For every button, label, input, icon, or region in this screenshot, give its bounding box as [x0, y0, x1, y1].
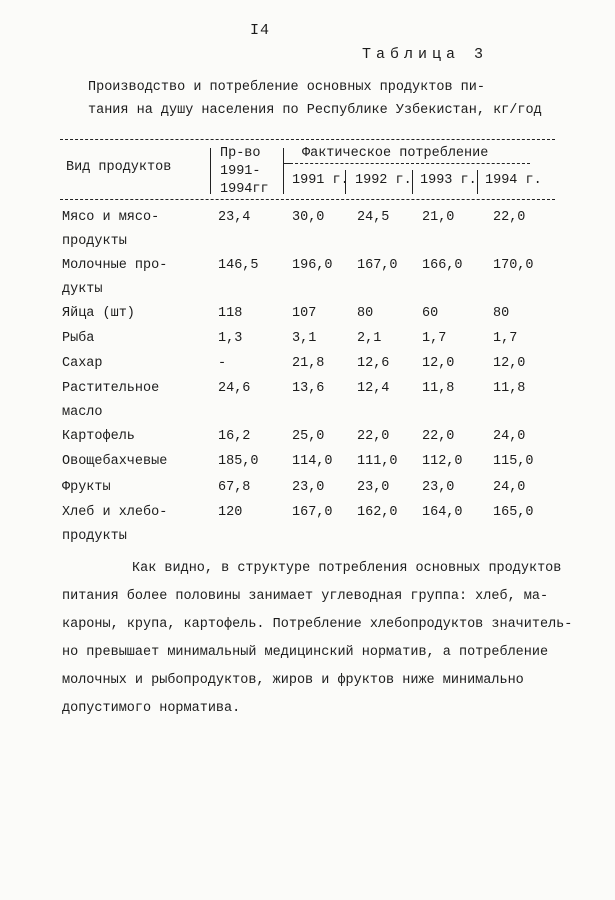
product-name: продукты: [62, 529, 127, 544]
table-cell: 107: [292, 306, 317, 321]
table-cell: 114,0: [292, 454, 333, 469]
paragraph-line-2: питания более половины занимает углеводная группа: хлеб, ма-: [62, 589, 549, 604]
table-cell: 23,4: [218, 210, 251, 225]
table-label: Таблица 3: [362, 46, 489, 63]
table-cell: 162,0: [357, 505, 398, 520]
table-cell: 23,0: [422, 480, 455, 495]
table-cell: 120: [218, 505, 243, 520]
table-cell: 12,6: [357, 356, 390, 371]
header-year-1991: 1991 г.: [292, 173, 349, 188]
header-year-1993: 1993 г.: [420, 173, 477, 188]
table-cell: 22,0: [422, 429, 455, 444]
table-cell: 170,0: [493, 258, 534, 273]
product-name: Овощебахчевые: [62, 454, 168, 469]
table-cell: 112,0: [422, 454, 463, 469]
header-actual-consumption: Фактическое потребление: [302, 146, 489, 161]
table-cell: 80: [493, 306, 510, 321]
paragraph-line-3: кароны, крупа, картофель. Потребление хлебопродуктов значитель-: [62, 617, 573, 632]
table-cell: 21,8: [292, 356, 325, 371]
table-cell: 1,7: [493, 331, 518, 346]
table-cell: 24,6: [218, 381, 251, 396]
table-cell: 11,8: [493, 381, 526, 396]
table-cell: 25,0: [292, 429, 325, 444]
table-cell: -: [218, 356, 227, 371]
table-cell: 1,3: [218, 331, 243, 346]
table-title-line-1: Производство и потребление основных продуктов пи-: [88, 80, 485, 95]
paragraph-line-1: Как видно, в структуре потребления основных продуктов: [132, 561, 562, 576]
table-cell: 11,8: [422, 381, 455, 396]
page-number: I4: [250, 22, 271, 39]
table-cell: 24,0: [493, 429, 526, 444]
table-cell: 23,0: [357, 480, 390, 495]
product-name: Хлеб и хлебо-: [62, 505, 168, 520]
product-name: дукты: [62, 282, 103, 297]
header-product: Вид продуктов: [66, 160, 172, 175]
paragraph-line-6: допустимого норматива.: [62, 701, 241, 716]
table-cell: 164,0: [422, 505, 463, 520]
header-production-line-2: 1991-: [220, 164, 261, 179]
body-paragraph: [62, 555, 573, 723]
table-cell: 22,0: [493, 210, 526, 225]
table-cell: 118: [218, 306, 243, 321]
header-production-line-1: Пр-во: [220, 146, 261, 161]
table-cell: 166,0: [422, 258, 463, 273]
table-cell: 23,0: [292, 480, 325, 495]
table-title-line-2: тания на душу населения по Республике Узбекистан, кг/год: [88, 103, 542, 118]
table-cell: 185,0: [218, 454, 259, 469]
table-cell: 60: [422, 306, 439, 321]
product-name: Сахар: [62, 356, 103, 371]
table-cell: 165,0: [493, 505, 534, 520]
table-cell: 196,0: [292, 258, 333, 273]
table-cell: 167,0: [292, 505, 333, 520]
paragraph-line-5: молочных и рыбопродуктов, жиров и фруктов ниже минимально: [62, 673, 524, 688]
header-year-1994: 1994 г.: [485, 173, 542, 188]
table-cell: 1,7: [422, 331, 447, 346]
header-production-line-3: 1994гг: [220, 182, 269, 197]
table-cell: 13,6: [292, 381, 325, 396]
product-name: масло: [62, 405, 103, 420]
product-name: Молочные про-: [62, 258, 168, 273]
table-cell: 24,5: [357, 210, 390, 225]
table-cell: 12,0: [422, 356, 455, 371]
product-name: Фрукты: [62, 480, 111, 495]
table-cell: 12,4: [357, 381, 390, 396]
table-cell: 80: [357, 306, 374, 321]
table-cell: 22,0: [357, 429, 390, 444]
product-name: Рыба: [62, 331, 95, 346]
table-cell: 24,0: [493, 480, 526, 495]
table-cell: 167,0: [357, 258, 398, 273]
product-name: Картофель: [62, 429, 135, 444]
table-cell: 16,2: [218, 429, 251, 444]
table-cell: 3,1: [292, 331, 317, 346]
product-name: Яйца (шт): [62, 306, 135, 321]
table-cell: 2,1: [357, 331, 382, 346]
paragraph-line-4: но превышает минимальный медицинский норматив, а потребление: [62, 645, 549, 660]
product-name: Растительное: [62, 381, 160, 396]
table-cell: 21,0: [422, 210, 455, 225]
table-cell: 67,8: [218, 480, 251, 495]
table-cell: 146,5: [218, 258, 259, 273]
table-cell: 115,0: [493, 454, 534, 469]
product-name: продукты: [62, 234, 127, 249]
table-cell: 111,0: [357, 454, 398, 469]
table-cell: 30,0: [292, 210, 325, 225]
product-name: Мясо и мясо-: [62, 210, 160, 225]
header-year-1992: 1992 г.: [355, 173, 412, 188]
table-cell: 12,0: [493, 356, 526, 371]
